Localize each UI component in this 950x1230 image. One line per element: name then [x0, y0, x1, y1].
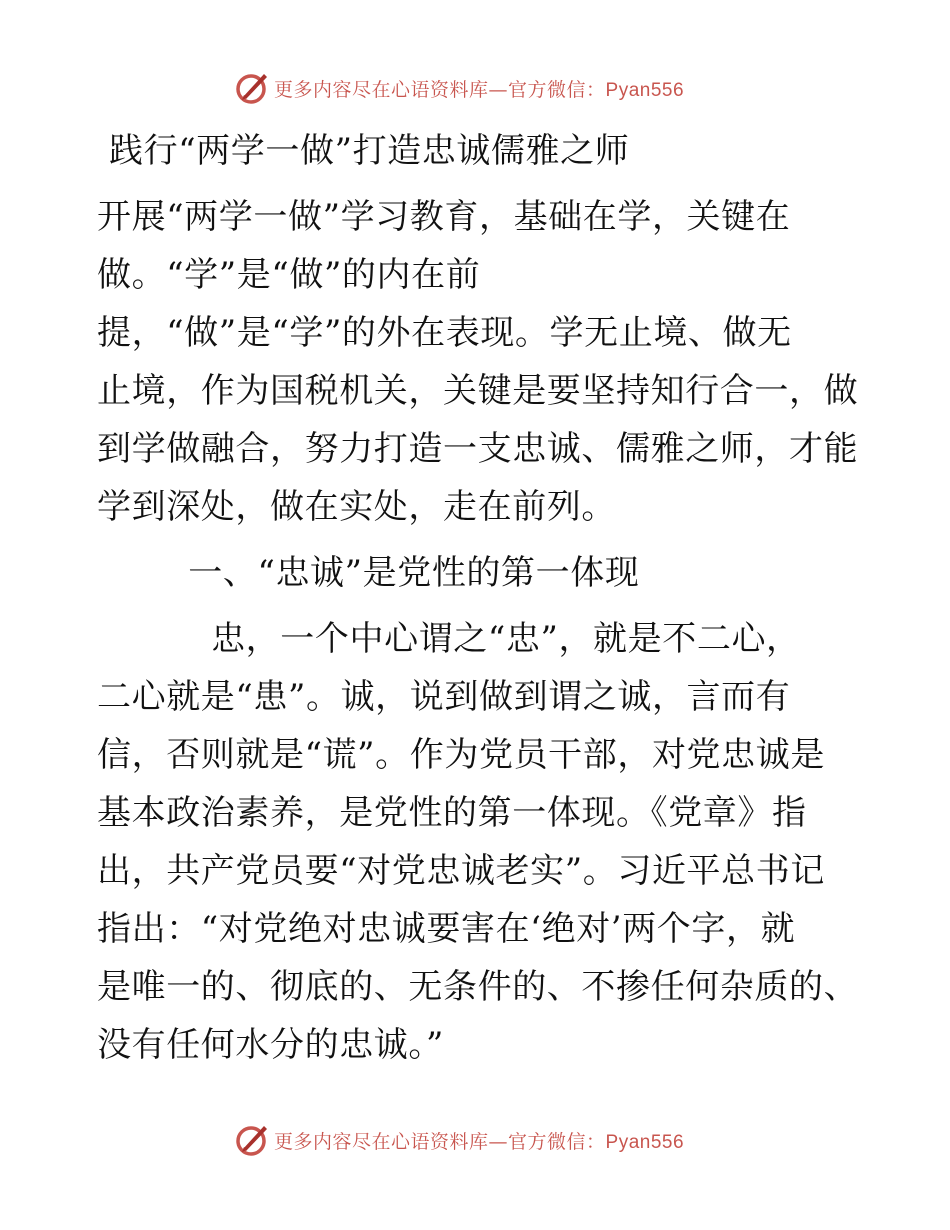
- paragraph-1-line: 到学做融合，努力打造一支忠诚、儒雅之师，才能: [97, 429, 859, 469]
- document-title: 践行“两学一做”打造忠诚儒雅之师: [109, 131, 630, 171]
- paragraph-2-line: 没有任何水分的忠诚。”: [97, 1025, 444, 1065]
- document-body: [97, 122, 857, 1074]
- section-heading-1: 一、“忠诚”是党性的第一体现: [97, 553, 640, 593]
- banner-text: 更多内容尽在心语资料库—官方微信：Pyan556: [274, 1130, 685, 1153]
- paragraph-1-line: 学到深处，做在实处，走在前列。: [97, 487, 616, 527]
- wechat-id: Pyan556: [605, 79, 685, 101]
- banner-content: [234, 68, 684, 108]
- paragraph-2-line: 指出：“对党绝对忠诚要害在‘绝对’两个字，就: [97, 909, 796, 949]
- paragraph-2-line: 是唯一的、彻底的、无条件的、不掺任何杂质的、: [97, 967, 859, 1007]
- quill-pen-logo-icon: [234, 70, 270, 106]
- paragraph-1-line: 止境，作为国税机关，关键是要坚持知行合一，做: [97, 371, 859, 411]
- banner-text: 更多内容尽在心语资料库—官方微信：Pyan556: [274, 78, 685, 101]
- banner-content: [234, 1120, 684, 1160]
- wechat-id: Pyan556: [605, 1131, 685, 1153]
- paragraph-2-line: 二心就是“患”。诚，说到做到谓之诚，言而有: [97, 677, 791, 717]
- quill-pen-logo-icon: [234, 1122, 270, 1158]
- paragraph-2-line: 忠，一个中心谓之“忠”，就是不二心，: [97, 619, 801, 659]
- header-banner: [0, 68, 950, 108]
- footer-banner: [0, 1120, 950, 1160]
- paragraph-2-line: 出，共产党员要“对党忠诚老实”。习近平总书记: [97, 851, 825, 891]
- paragraph-1-line: 开展“两学一做”学习教育，基础在学，关键在: [97, 197, 791, 237]
- paragraph-1-line: 提，“做”是“学”的外在表现。学无止境、做无: [97, 313, 792, 353]
- paragraph-2-line: 基本政治素养，是党性的第一体现。《党章》指: [97, 793, 807, 833]
- paragraph-2-line: 信，否则就是“谎”。作为党员干部，对党忠诚是: [97, 735, 825, 775]
- paragraph-1-line: 做。“学”是“做”的内在前: [97, 255, 481, 295]
